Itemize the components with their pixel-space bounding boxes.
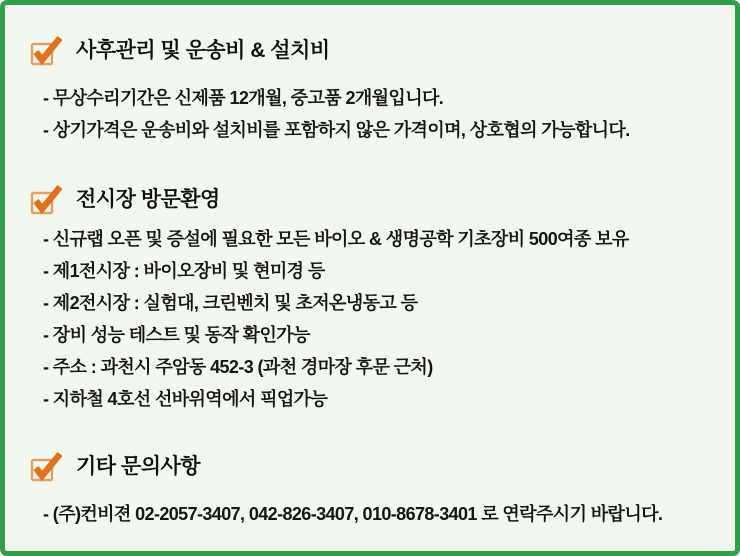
section-aftercare-header — [5, 35, 735, 66]
section-aftercare-bullets — [5, 82, 735, 146]
section-contact — [5, 451, 735, 530]
bullet-line: - 상기가격은 운송비와 설치비를 포함하지 않은 가격이며, 상호협의 가능합니다. — [43, 120, 630, 140]
checkbox-icon — [30, 451, 63, 482]
bullet-line: - 제1전시장 : 바이오장비 및 현미경 등 — [43, 261, 325, 281]
section-aftercare — [5, 35, 735, 146]
section-contact-header — [5, 451, 735, 482]
bullet-line: - 제2전시장 : 실험대, 크린벤치 및 초저온냉동고 등 — [43, 293, 418, 313]
section-title: 사후관리 및 운송비 & 설치비 — [76, 38, 330, 62]
bullet-line: - (주)컨비젼 02-2057-3407, 042-826-3407, 010-8678-3401 로 연락주시기 바랍니다. — [43, 504, 663, 524]
bullet-line: - 지하철 4호선 선바위역에서 픽업가능 — [43, 389, 328, 409]
checkbox-icon — [30, 184, 63, 215]
section-showroom-bullets — [5, 223, 735, 415]
bullet-line: - 무상수리기간은 신제품 12개월, 중고품 2개월입니다. — [43, 88, 444, 108]
bullet-line: - 주소 : 과천시 주암동 452-3 (과천 경마장 후문 근처) — [43, 357, 433, 377]
section-showroom-header — [5, 184, 735, 215]
section-title: 기타 문의사항 — [76, 454, 201, 478]
section-contact-bullets — [5, 498, 735, 530]
checkbox-icon — [30, 35, 63, 66]
section-title: 전시장 방문환영 — [76, 187, 220, 211]
section-showroom — [5, 184, 735, 415]
bullet-line: - 신규랩 오픈 및 증설에 필요한 모든 바이오 & 생명공학 기초장비 500여종 보유 — [43, 229, 629, 249]
bullet-line: - 장비 성능 테스트 및 동작 확인가능 — [43, 325, 310, 345]
